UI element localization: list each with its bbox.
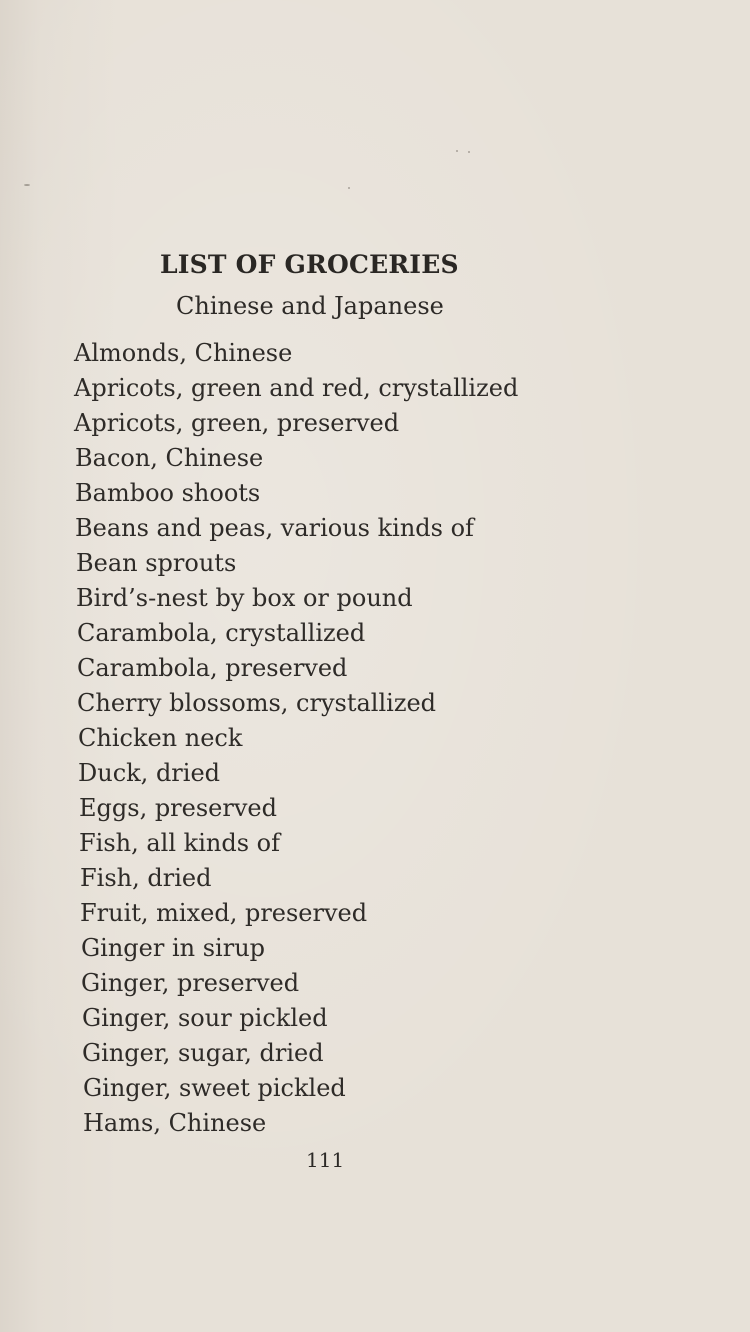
list-item: Bacon, Chinese (75, 444, 264, 472)
page-subtitle: Chinese and Japanese (176, 292, 444, 320)
list-item: Beans and peas, various kinds of (75, 514, 474, 542)
paper-speck (468, 151, 470, 153)
list-item: Bean sprouts (76, 549, 237, 577)
grocery-list (0, 336, 620, 1141)
list-item: Hams, Chinese (83, 1109, 267, 1137)
list-item: Carambola, preserved (77, 654, 348, 682)
list-item: Ginger, sweet pickled (83, 1074, 346, 1102)
list-item: Ginger, sugar, dried (82, 1039, 324, 1067)
list-item: Apricots, green and red, crystallized (74, 374, 519, 402)
paper-speck (348, 187, 350, 189)
list-item: Bird’s-nest by box or pound (76, 584, 413, 612)
list-item: Chicken neck (78, 724, 243, 752)
page-number: 111 (306, 1148, 345, 1172)
list-item: Carambola, crystallized (77, 619, 366, 647)
list-item: Ginger, preserved (81, 969, 300, 997)
paper-speck (456, 150, 458, 152)
list-item: Fish, all kinds of (79, 829, 280, 857)
list-item: Duck, dried (78, 759, 221, 787)
list-item: Almonds, Chinese (74, 339, 293, 367)
list-item: Cherry blossoms, crystallized (77, 689, 437, 717)
list-item: Fruit, mixed, preserved (80, 899, 368, 927)
list-item: Ginger, sour pickled (82, 1004, 328, 1032)
list-item: Fish, dried (80, 864, 212, 892)
page-title: LIST OF GROCERIES (160, 250, 459, 279)
list-item: Bamboo shoots (75, 479, 261, 507)
list-item: Apricots, green, preserved (74, 409, 400, 437)
list-item: Ginger in sirup (81, 934, 266, 962)
list-item: Eggs, preserved (79, 794, 277, 822)
paper-speck (24, 184, 30, 186)
